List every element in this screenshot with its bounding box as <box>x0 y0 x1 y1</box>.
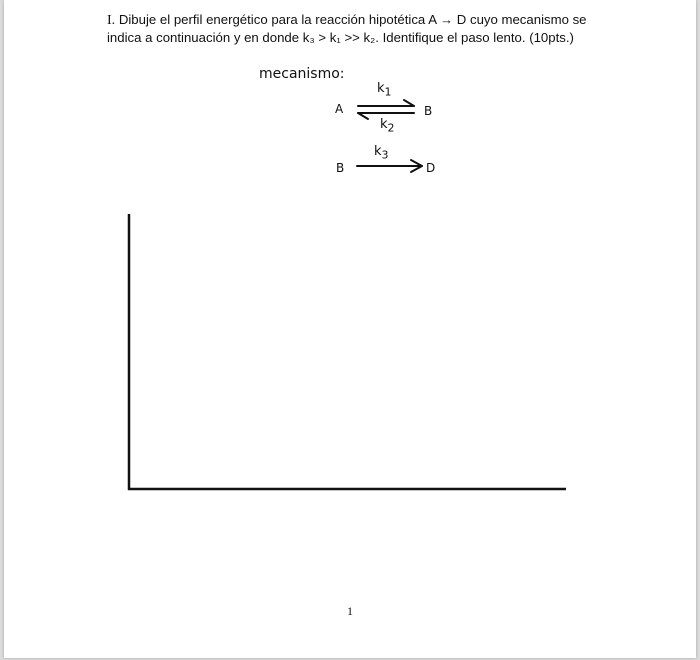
page-number: 1 <box>347 604 353 618</box>
equilibrium-arrow <box>358 100 414 119</box>
forward-arrow <box>357 160 422 172</box>
step2-reactant: B <box>336 161 345 175</box>
step1-forward-rate: $k_1$ <box>377 81 392 99</box>
diagram-layer <box>4 0 696 658</box>
question-number: I. <box>107 13 116 28</box>
question-line-2: indica a continuación y en donde k₃ > k₁ >> k₂. Identifique el paso lento. (10pts.) <box>107 30 574 45</box>
step2-product: D <box>426 161 436 175</box>
step2-rate: $k_3$ <box>374 144 389 162</box>
energy-profile-axes <box>128 214 566 490</box>
mechanism-title: mecanismo: <box>259 66 345 82</box>
step1-product: B <box>424 104 433 118</box>
question-line-1: Dibuje el perfil energético para la reacción hipotética A → D cuyo mecanismo se <box>118 12 587 27</box>
step1-reverse-rate: $k_2$ <box>380 117 395 135</box>
step1-reactant: A <box>335 102 344 116</box>
document-page <box>4 0 696 658</box>
